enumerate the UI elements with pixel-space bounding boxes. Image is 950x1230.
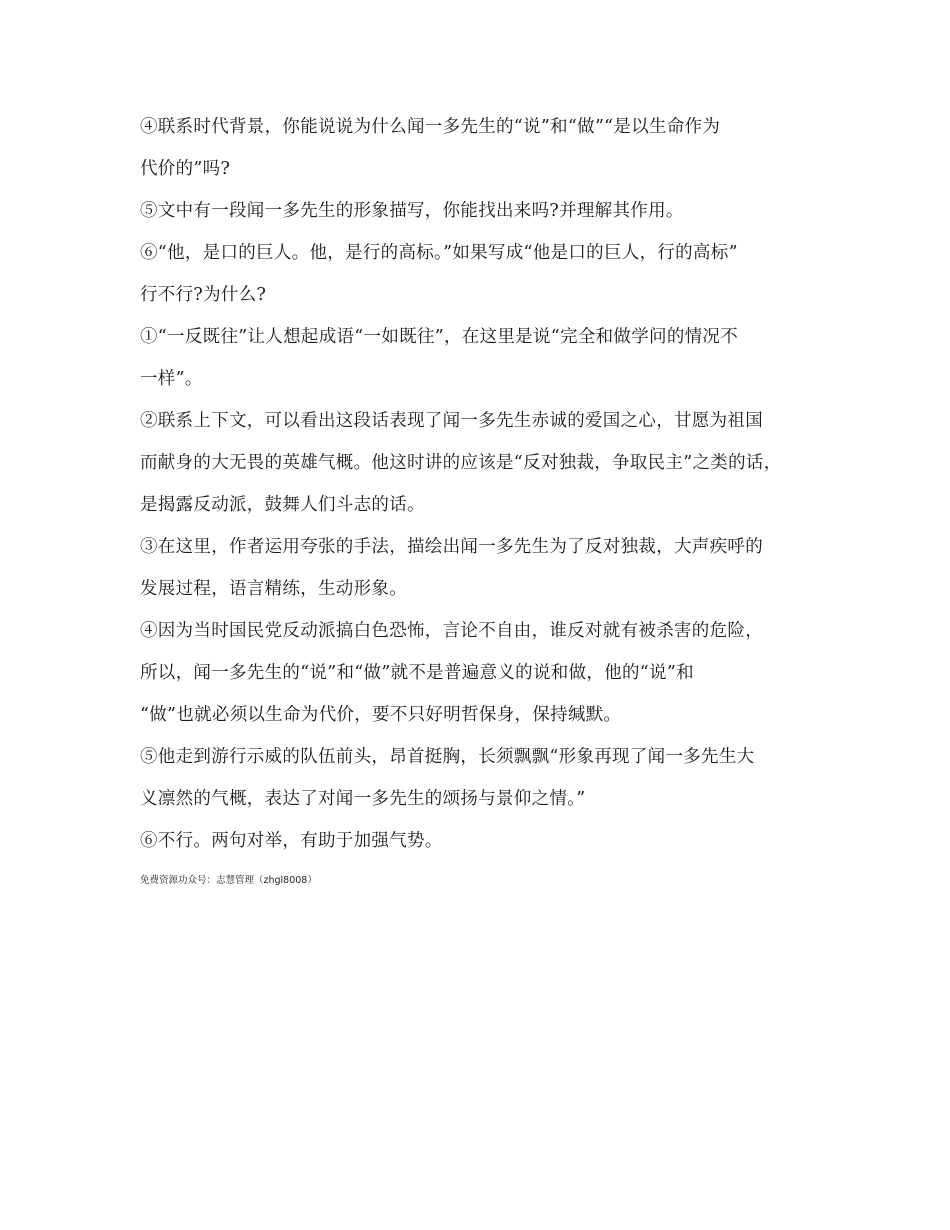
- text-line: 所以，闻一多先生的“说”和“做”就不是普遍意义的说和做，他的“说”和: [140, 663, 694, 683]
- footer-note: 免费资源功众号：志慧管理（zhgl8008）: [140, 875, 317, 886]
- text-line: 而献身的大无畏的英雄气概。他这时讲的应该是“反对独裁，争取民主”之类的话，: [140, 453, 782, 473]
- text-line: “做”也就必须以生命为代价，要不只好明哲保身，保持缄默。: [140, 705, 622, 725]
- text-line: ⑥不行。两句对举，有助于加强气势。: [140, 831, 443, 851]
- text-line: 发展过程，语言精练，生动形象。: [140, 579, 407, 599]
- text-line: 义凛然的气概，表达了对闻一多先生的颂扬与景仰之情。”: [140, 789, 586, 809]
- text-line: ⑥“他，是口的巨人。他，是行的高标。”如果写成“他是口的巨人，行的高标”: [140, 243, 738, 263]
- text-line: ①“一反既往”让人想起成语“一如既往”，在这里是说“完全和做学问的情况不: [140, 327, 739, 347]
- text-line: 代价的”吗?: [140, 159, 231, 179]
- text-line: ⑤他走到游行示威的队伍前头，昂首挺胸，长须飘飘“形象再现了闻一多先生大: [140, 747, 755, 767]
- text-line: ⑤文中有一段闻一多先生的形象描写，你能找出来吗?并理解其作用。: [140, 201, 684, 221]
- text-line: ③在这里，作者运用夸张的手法，描绘出闻一多先生为了反对独裁，大声疾呼的: [140, 537, 763, 557]
- text-line: 是揭露反动派，鼓舞人们斗志的话。: [140, 495, 425, 515]
- text-line: 行不行?为什么?: [140, 285, 267, 305]
- text-line: ④联系时代背景，你能说说为什么闻一多先生的“说”和“做”“是以生命作为: [140, 117, 721, 137]
- text-line: ②联系上下文，可以看出这段话表现了闻一多先生赤诚的爱国之心，甘愿为祖国: [140, 411, 763, 431]
- document-body: [140, 112, 830, 868]
- text-line: 一样”。: [140, 369, 203, 389]
- text-line: ④因为当时国民党反动派搞白色恐怖，言论不自由，谁反对就有被杀害的危险，: [140, 621, 763, 641]
